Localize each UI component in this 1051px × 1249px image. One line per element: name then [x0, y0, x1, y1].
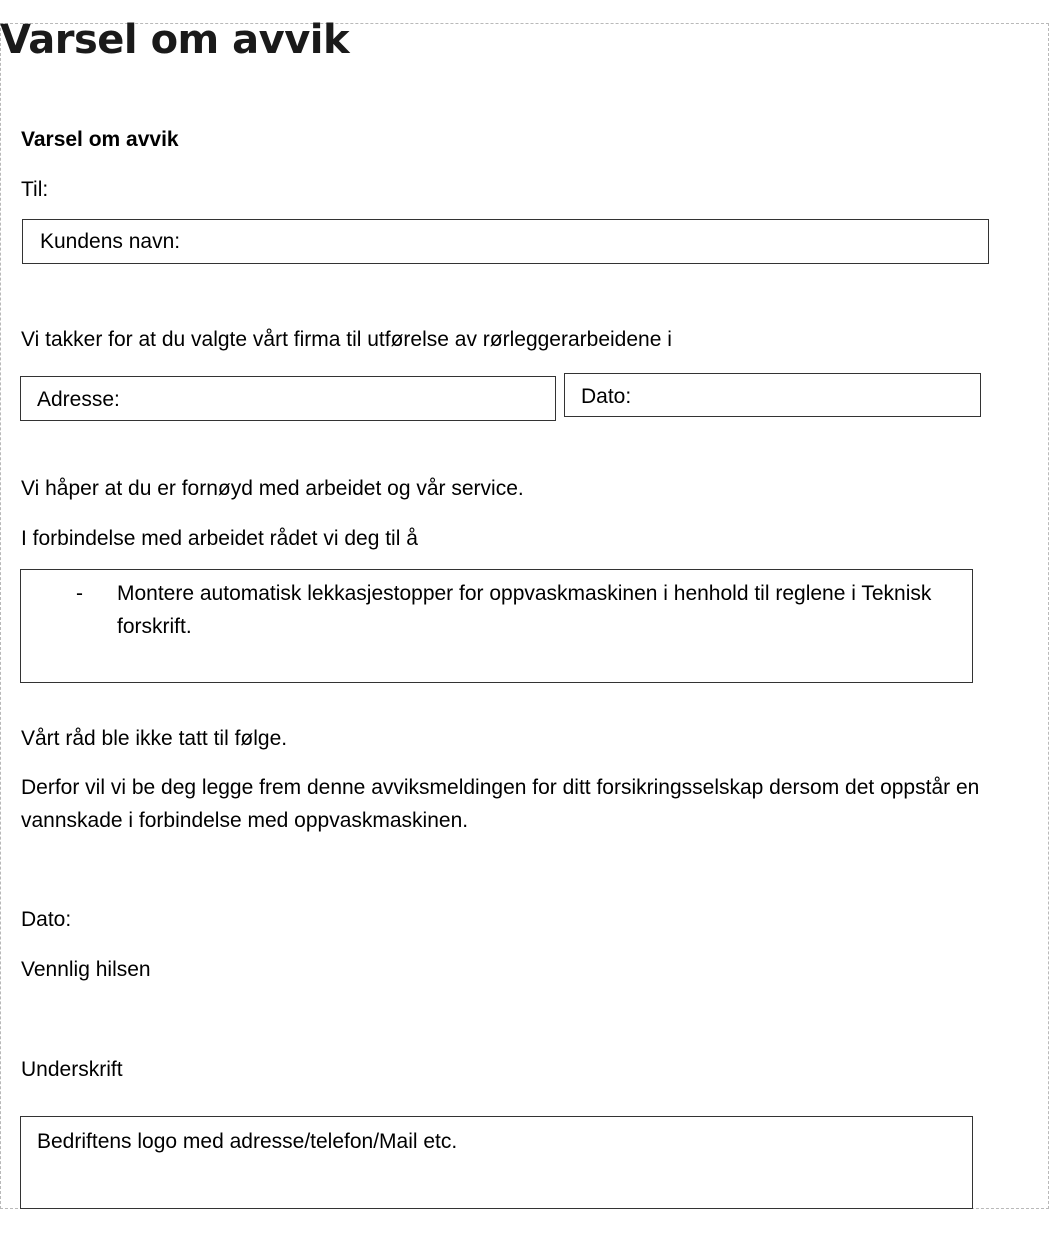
regards-text: Vennlig hilsen	[21, 958, 151, 981]
address-field[interactable]	[20, 376, 556, 421]
therefore-text: Derfor vil vi be deg legge frem denne avviksmeldingen for ditt forsikringsselskap dersom det oppstår en vannskade i forbindelse med oppvaskmaskinen.	[21, 776, 980, 832]
company-box-label: Bedriftens logo med adresse/telefon/Mail etc.	[37, 1130, 458, 1153]
date-label-top: Dato:	[581, 385, 632, 408]
list-item	[76, 577, 932, 643]
letter-subject: Varsel om avvik	[21, 128, 179, 151]
page-title: Varsel om avvik	[0, 17, 350, 63]
date-field-top[interactable]	[564, 373, 981, 417]
advice-intro-text: I forbindelse med arbeidet rådet vi deg til å	[21, 527, 418, 550]
customer-name-field[interactable]	[22, 219, 989, 264]
advice-box[interactable]	[20, 569, 973, 683]
advice-item-text: Montere automatisk lekkasjestopper for oppvaskmaskinen i henhold til reglene i Teknisk forskrift.	[117, 582, 932, 638]
advice-list	[76, 577, 932, 643]
to-label: Til:	[21, 178, 49, 201]
signature-label: Underskrift	[21, 1058, 123, 1081]
company-info-box[interactable]	[20, 1116, 973, 1209]
intro-text: Vi takker for at du valgte vårt firma til utførelse av rørleggerarbeidene i	[21, 328, 672, 351]
customer-name-label: Kundens navn:	[40, 230, 181, 253]
satisfaction-text: Vi håper at du er fornøyd med arbeidet og vår service.	[21, 477, 524, 500]
list-bullet: -	[76, 582, 83, 605]
date-label-bottom: Dato:	[21, 908, 72, 931]
address-label: Adresse:	[37, 388, 120, 411]
not-followed-text: Vårt råd ble ikke tatt til følge.	[21, 727, 288, 750]
